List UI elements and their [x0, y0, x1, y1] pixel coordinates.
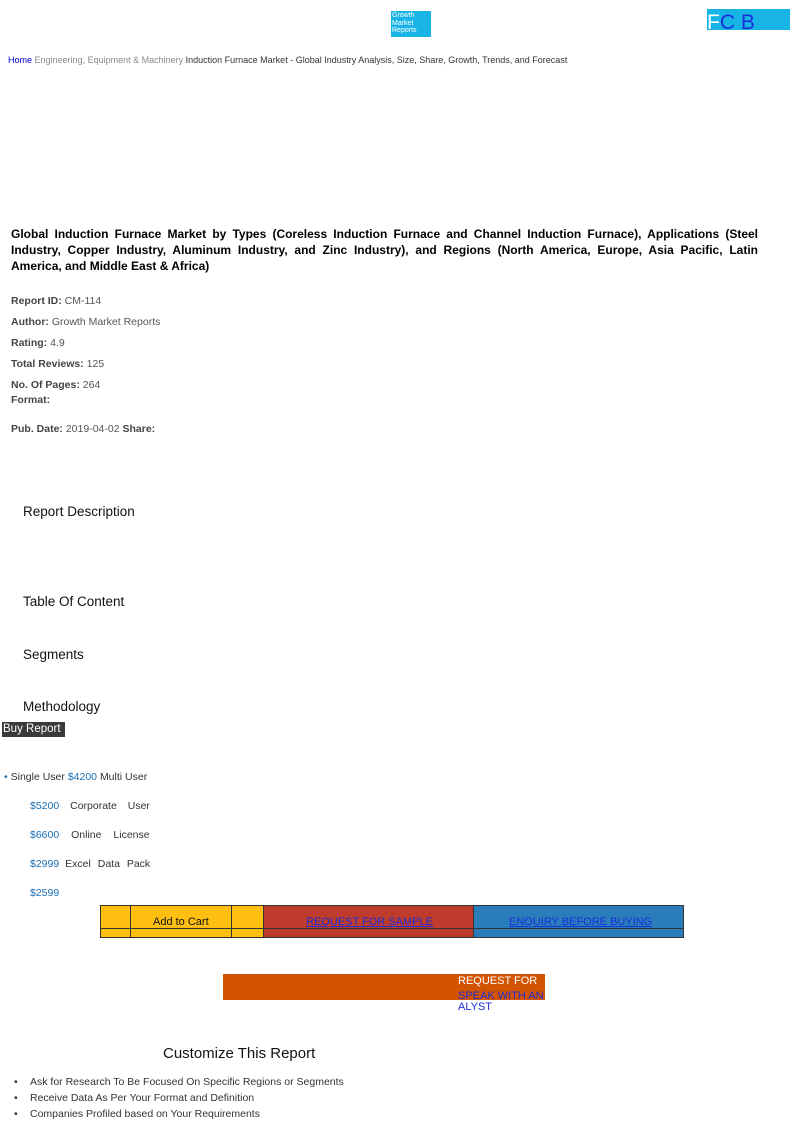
- cart-cell-right: [231, 905, 264, 938]
- rating-label: Rating:: [11, 337, 48, 349]
- list-item: [14, 1076, 344, 1088]
- bullet-icon: •: [14, 1092, 18, 1104]
- action-buttons-bar: [100, 905, 684, 939]
- report-title: Global Induction Furnace Market by Types (Coreless Induction Furnace and Channel Induction Furnace), Applications (Steel Industry, Copper Industry, Aluminum Industry, and Zinc Industry), and Regions (North America, Europe, Asia Pacific, Latin America, and Middle East & Africa): [11, 227, 758, 273]
- site-logo[interactable]: Growth Market Reports: [391, 11, 431, 37]
- add-to-cart-label[interactable]: Add to Cart: [153, 916, 209, 928]
- customize-title: Customize This Report: [163, 1045, 316, 1062]
- report-id-value: CM-114: [64, 295, 102, 307]
- author-label: Author:: [11, 316, 49, 328]
- license-option-excel[interactable]: [30, 887, 59, 899]
- reviews-value: 125: [86, 358, 105, 370]
- reviews-label: Total Reviews:: [11, 358, 84, 370]
- list-item-text: Ask for Research To Be Focused On Specific Regions or Segments: [30, 1076, 344, 1088]
- license-option-corporate[interactable]: [30, 829, 150, 841]
- excel-price: $2599: [30, 887, 60, 899]
- report-id: [11, 295, 101, 307]
- divider: [100, 928, 684, 929]
- tab-table-of-content[interactable]: Table Of Content: [23, 594, 125, 609]
- share-label: Share:: [122, 423, 156, 435]
- single-user-price: $4200: [67, 771, 98, 783]
- bullet-icon: •: [14, 1108, 18, 1120]
- license-option-multi[interactable]: [30, 800, 150, 812]
- list-item-text: Companies Profiled based on Your Requirements: [30, 1108, 260, 1120]
- pages-value: 264: [82, 379, 101, 391]
- bullet-icon: •: [4, 771, 8, 783]
- multi-user-price: $5200: [30, 800, 60, 812]
- request-for-label[interactable]: REQUEST FOR: [458, 975, 538, 987]
- report-pages: [11, 379, 100, 391]
- online-license-word: License: [113, 829, 150, 841]
- breadcrumb: [8, 55, 567, 65]
- tab-segments[interactable]: Segments: [23, 647, 84, 662]
- pub-date-value: 2019-04-02: [65, 423, 120, 435]
- breadcrumb-category-link[interactable]: Engineering, Equipment & Machinery: [34, 55, 184, 65]
- license-option-single[interactable]: [4, 771, 147, 783]
- online-price: $2999: [30, 858, 60, 870]
- corporate-user-word: User: [127, 800, 150, 812]
- multi-user-label: Multi User: [99, 771, 148, 783]
- bullet-icon: •: [14, 1076, 18, 1088]
- enquiry-link[interactable]: ENQUIRY BEFORE BUYING: [509, 916, 653, 928]
- right-logo-prefix: F: [707, 11, 720, 30]
- tab-methodology[interactable]: Methodology: [23, 699, 101, 714]
- breadcrumb-current: Induction Furnace Market - Global Industry Analysis, Size, Share, Growth, Trends, and Forecast: [185, 55, 568, 65]
- report-rating: [11, 337, 65, 349]
- author-value: Growth Market Reports: [51, 316, 161, 328]
- pub-date-label: Pub. Date:: [11, 423, 63, 435]
- excel-data-word: Data: [97, 858, 120, 870]
- right-logo-text: C B: [719, 11, 755, 30]
- report-author: [11, 316, 160, 328]
- right-logo[interactable]: [707, 9, 790, 30]
- list-item: [14, 1092, 254, 1104]
- cart-cell-left: [100, 905, 131, 938]
- report-pub-date: [11, 423, 155, 435]
- request-sample-link[interactable]: REQUEST FOR SAMPLE: [306, 916, 433, 928]
- breadcrumb-home-link[interactable]: Home: [8, 55, 33, 65]
- list-item-text: Receive Data As Per Your Format and Definition: [30, 1092, 255, 1104]
- pages-label: No. Of Pages:: [11, 379, 80, 391]
- license-option-online[interactable]: [30, 858, 150, 870]
- excel-label: Excel: [65, 858, 91, 870]
- online-label: Online: [71, 829, 102, 841]
- report-format: [11, 394, 50, 406]
- report-id-label: Report ID:: [11, 295, 62, 307]
- excel-pack-word: Pack: [126, 858, 151, 870]
- speak-analyst-link[interactable]: SPEAK WITH AN ALYST: [458, 990, 544, 1013]
- corporate-price: $6600: [30, 829, 60, 841]
- rating-value: 4.9: [50, 337, 65, 349]
- corporate-label: Corporate: [70, 800, 117, 812]
- single-user-label: Single User: [10, 771, 65, 783]
- list-item: [14, 1108, 260, 1120]
- report-reviews: [11, 358, 104, 370]
- format-label: Format:: [11, 394, 51, 406]
- tab-report-description[interactable]: Report Description: [23, 504, 135, 519]
- buy-report-heading: Buy Report: [2, 722, 65, 737]
